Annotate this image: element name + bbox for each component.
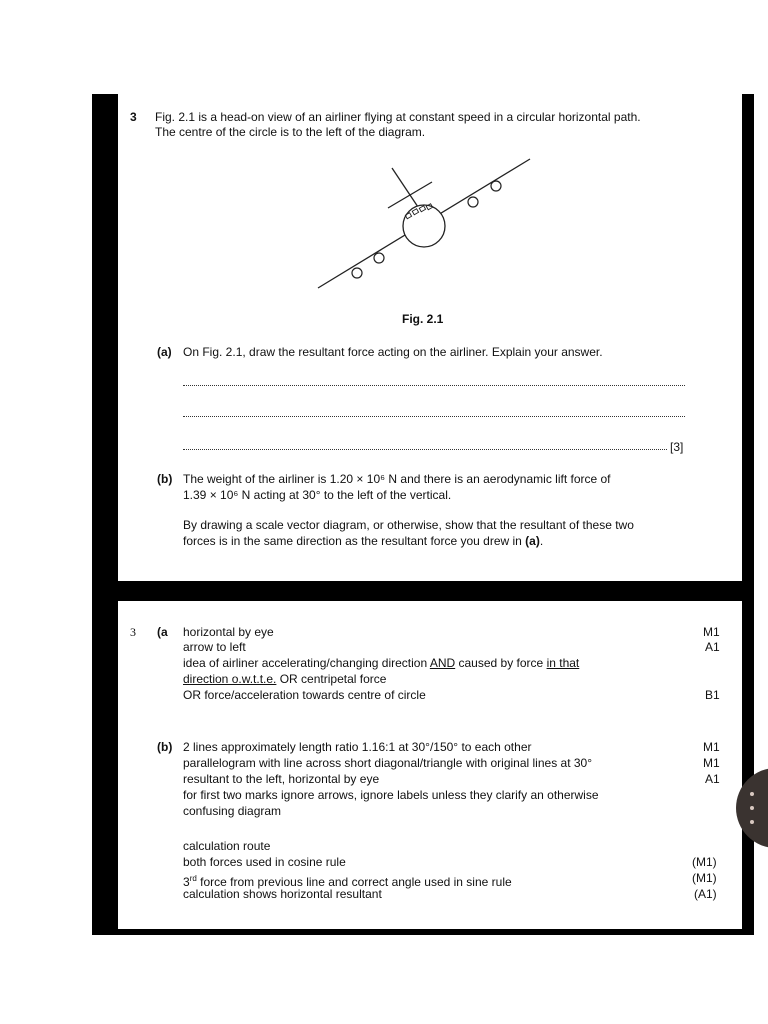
ms-calc-mark-3: (A1) xyxy=(694,887,717,901)
ms-a-mark-3: B1 xyxy=(705,688,720,702)
ms-b-line4: for first two marks ignore arrows, ignore labels unless they clarify an otherwise xyxy=(183,788,599,802)
question-intro-line2: The centre of the circle is to the left of the diagram. xyxy=(155,125,426,139)
ms-b-mark-1: M1 xyxy=(703,740,720,754)
ms-calc-line1: calculation route xyxy=(183,839,271,853)
engine-left-inner xyxy=(374,253,384,263)
fuselage-circle xyxy=(403,205,445,247)
ms-a-line4: direction o.w.t.t.e. OR centripetal force xyxy=(183,672,387,686)
engine-left-outer xyxy=(352,268,362,278)
ms-calc-line3: 3rd force from previous line and correct angle used in sine rule xyxy=(183,874,512,889)
ms-b-line3: resultant to the left, horizontal by eye xyxy=(183,772,380,786)
part-b-line4: forces is in the same direction as the resultant force you drew in (a). xyxy=(183,534,544,548)
ms-a-mark-2: A1 xyxy=(705,640,720,654)
ms-part-a-label: (a xyxy=(157,625,168,639)
ms-b-line1: 2 lines approximately length ratio 1.16:1 at 30°/150° to each other xyxy=(183,740,532,754)
part-a-label: (a) xyxy=(157,345,172,359)
ms-calc-mark-2: (M1) xyxy=(692,871,717,885)
ms-part-b-label: (b) xyxy=(157,740,173,754)
question-intro-line1: Fig. 2.1 is a head-on view of an airliner flying at constant speed in a circular horizontal path. xyxy=(155,110,641,124)
part-b-line1: The weight of the airliner is 1.20 × 10⁶ N and there is an aerodynamic lift force of xyxy=(183,472,611,486)
engine-right-outer xyxy=(491,181,501,191)
figure-caption: Fig. 2.1 xyxy=(402,312,444,326)
tailplane-line xyxy=(388,182,432,208)
handle-dot-icon xyxy=(750,792,754,796)
ms-b-mark-2: M1 xyxy=(703,756,720,770)
answer-line-2 xyxy=(183,416,685,417)
ms-a-line3: idea of airliner accelerating/changing direction AND caused by force in that xyxy=(183,656,580,670)
ms-b-line5: confusing diagram xyxy=(183,804,282,818)
ms-a-line2: arrow to left xyxy=(183,640,246,654)
ms-calc-line4: calculation shows horizontal resultant xyxy=(183,887,382,901)
ms-calc-mark-1: (M1) xyxy=(692,855,717,869)
engine-right-inner xyxy=(468,197,478,207)
ms-question-number: 3 xyxy=(130,625,136,639)
handle-dot-icon xyxy=(750,806,754,810)
ms-a-mark-1: M1 xyxy=(703,625,720,639)
handle-dot-icon xyxy=(750,820,754,824)
ms-b-mark-3: A1 xyxy=(705,772,720,786)
part-a-marks: [3] xyxy=(670,440,684,454)
answer-line-1 xyxy=(183,385,685,386)
part-a-text: On Fig. 2.1, draw the resultant force acting on the airliner. Explain your answer. xyxy=(183,345,603,359)
part-b-line2: 1.39 × 10⁶ N acting at 30° to the left of the vertical. xyxy=(183,488,452,502)
question-number: 3 xyxy=(130,110,137,124)
airliner-head-on-diagram xyxy=(300,150,540,300)
ms-b-line2: parallelogram with line across short diagonal/triangle with original lines at 30° xyxy=(183,756,593,770)
part-b-line3: By drawing a scale vector diagram, or otherwise, show that the resultant of these two xyxy=(183,518,634,532)
ms-a-line5: OR force/acceleration towards centre of circle xyxy=(183,688,426,702)
part-b-label: (b) xyxy=(157,472,173,486)
ms-calc-line2: both forces used in cosine rule xyxy=(183,855,346,869)
answer-line-3 xyxy=(183,449,667,450)
ms-a-line1: horizontal by eye xyxy=(183,625,274,639)
